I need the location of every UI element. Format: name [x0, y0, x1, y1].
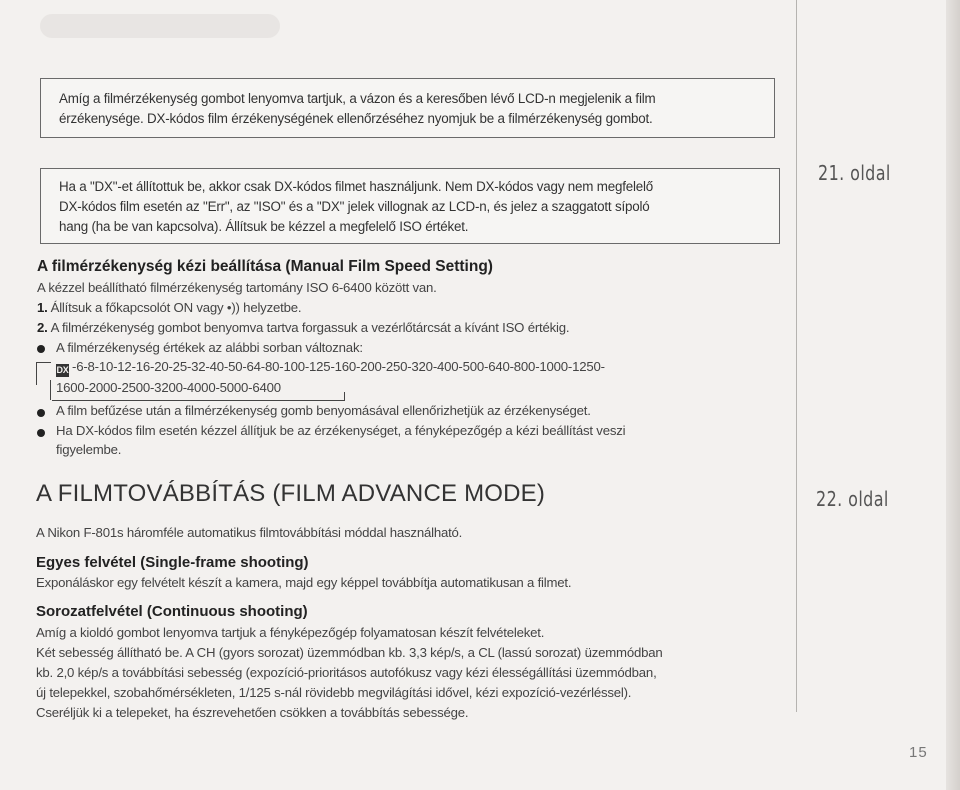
manual-speed-intro: A kézzel beállítható filmérzékenység tartomány ISO 6-6400 között van. [37, 280, 437, 295]
info-box-line: hang (ha be van kapcsolva). Állítsuk be kézzel a megfelelő ISO értéket. [59, 219, 469, 234]
iso-values-line-2: 1600-2000-2500-3200-4000-5000-6400 [56, 380, 281, 395]
step-text: Állítsuk a főkapcsolót ON vagy •)) helyzetbe. [50, 300, 302, 315]
single-frame-text: Exponáláskor egy felvételt készít a kamera, majd egy képpel továbbítja automatikusan a filmet. [36, 575, 572, 590]
page-reference-22: 22. oldal [816, 487, 889, 511]
page-number: 15 [909, 744, 928, 761]
step-text: A filmérzékenység gombot benyomva tartva forgassuk a vezérlőtárcsát a kívánt ISO értékig. [50, 320, 570, 335]
continuous-text-line: kb. 2,0 kép/s a továbbítási sebesség (expozíció-prioritásos autofókusz vagy kézi élességállítási üzemmódban, [36, 665, 657, 680]
iso-values-line-1 [56, 359, 605, 377]
dx-icon: DX [56, 365, 69, 375]
film-advance-intro: A Nikon F-801s háromféle automatikus filmtovábbítási móddal használható. [36, 525, 463, 540]
manual-speed-heading: A filmérzékenység kézi beállítása (Manual Film Speed Setting) [37, 258, 493, 275]
faded-header-smudge [40, 14, 280, 38]
continuous-heading: Sorozatfelvétel (Continuous shooting) [36, 603, 308, 620]
bullet-manual-override-cont: figyelembe. [56, 442, 122, 457]
info-box-line: Amíg a filmérzékenység gombot lenyomva tartjuk, a vázon és a keresőben lévő LCD-n megjelenik a film [59, 91, 656, 106]
page-edge [946, 0, 960, 790]
step-number: 1. [37, 300, 48, 315]
bullet-manual-override: Ha DX-kódos film esetén kézzel állítjuk be az érzékenységet, a fényképezőgép a kézi beállítást veszi [56, 423, 626, 438]
bracket-line [50, 380, 51, 400]
step-2 [37, 320, 569, 335]
film-advance-heading: A FILMTOVÁBBÍTÁS (FILM ADVANCE MODE) [36, 480, 546, 507]
step-1 [37, 300, 301, 315]
bullet-icon [37, 429, 45, 437]
info-box-line: érzékenysége. DX-kódos film érzékenységének ellenőrzéséhez nyomjuk be a filmérzékenység gombot. [59, 111, 653, 126]
bullet-icon [37, 345, 45, 353]
info-box-dx-warning [40, 168, 780, 244]
info-box-line: DX-kódos film esetén az "Err", az "ISO" és a "DX" jelek villognak az LCD-n, és jelez a szaggatott sípoló [59, 199, 650, 214]
bullet-icon [37, 409, 45, 417]
continuous-text-line: új telepekkel, szobahőmérsékleten, 1/125 s-nál rövidebb megvilágítási idővel, kézi expozíció-vezérléssel). [36, 685, 632, 700]
info-box-line: Ha a "DX"-et állítottuk be, akkor csak DX-kódos filmet használjunk. Nem DX-kódos vagy nem megfelelő [59, 179, 654, 194]
continuous-text-line: Két sebesség állítható be. A CH (gyors sorozat) üzemmódban kb. 3,3 kép/s, a CL (lassú sorozat) üzemmódban [36, 645, 663, 660]
continuous-text-line: Cseréljük ki a telepeket, ha észrevehetően csökken a továbbítás sebessége. [36, 705, 469, 720]
bullet-check: A film befűzése után a filmérzékenység gomb benyomásával ellenőrizhetjük az érzékenységet. [56, 403, 591, 418]
iso-values: -6-8-10-12-16-20-25-32-40-50-64-80-100-125-160-200-250-320-400-500-640-800-1000-1250- [72, 359, 605, 374]
bracket-line [36, 362, 51, 385]
margin-divider [796, 0, 797, 712]
continuous-text-line: Amíg a kioldó gombot lenyomva tartjuk a fényképezőgép folyamatosan készít felvételeket. [36, 625, 545, 640]
bullet-values-intro: A filmérzékenység értékek az alábbi sorban változnak: [56, 340, 363, 355]
page-reference-21: 21. oldal [818, 161, 891, 185]
single-frame-heading: Egyes felvétel (Single-frame shooting) [36, 554, 309, 571]
step-number: 2. [37, 320, 48, 335]
info-box-display [40, 78, 775, 138]
